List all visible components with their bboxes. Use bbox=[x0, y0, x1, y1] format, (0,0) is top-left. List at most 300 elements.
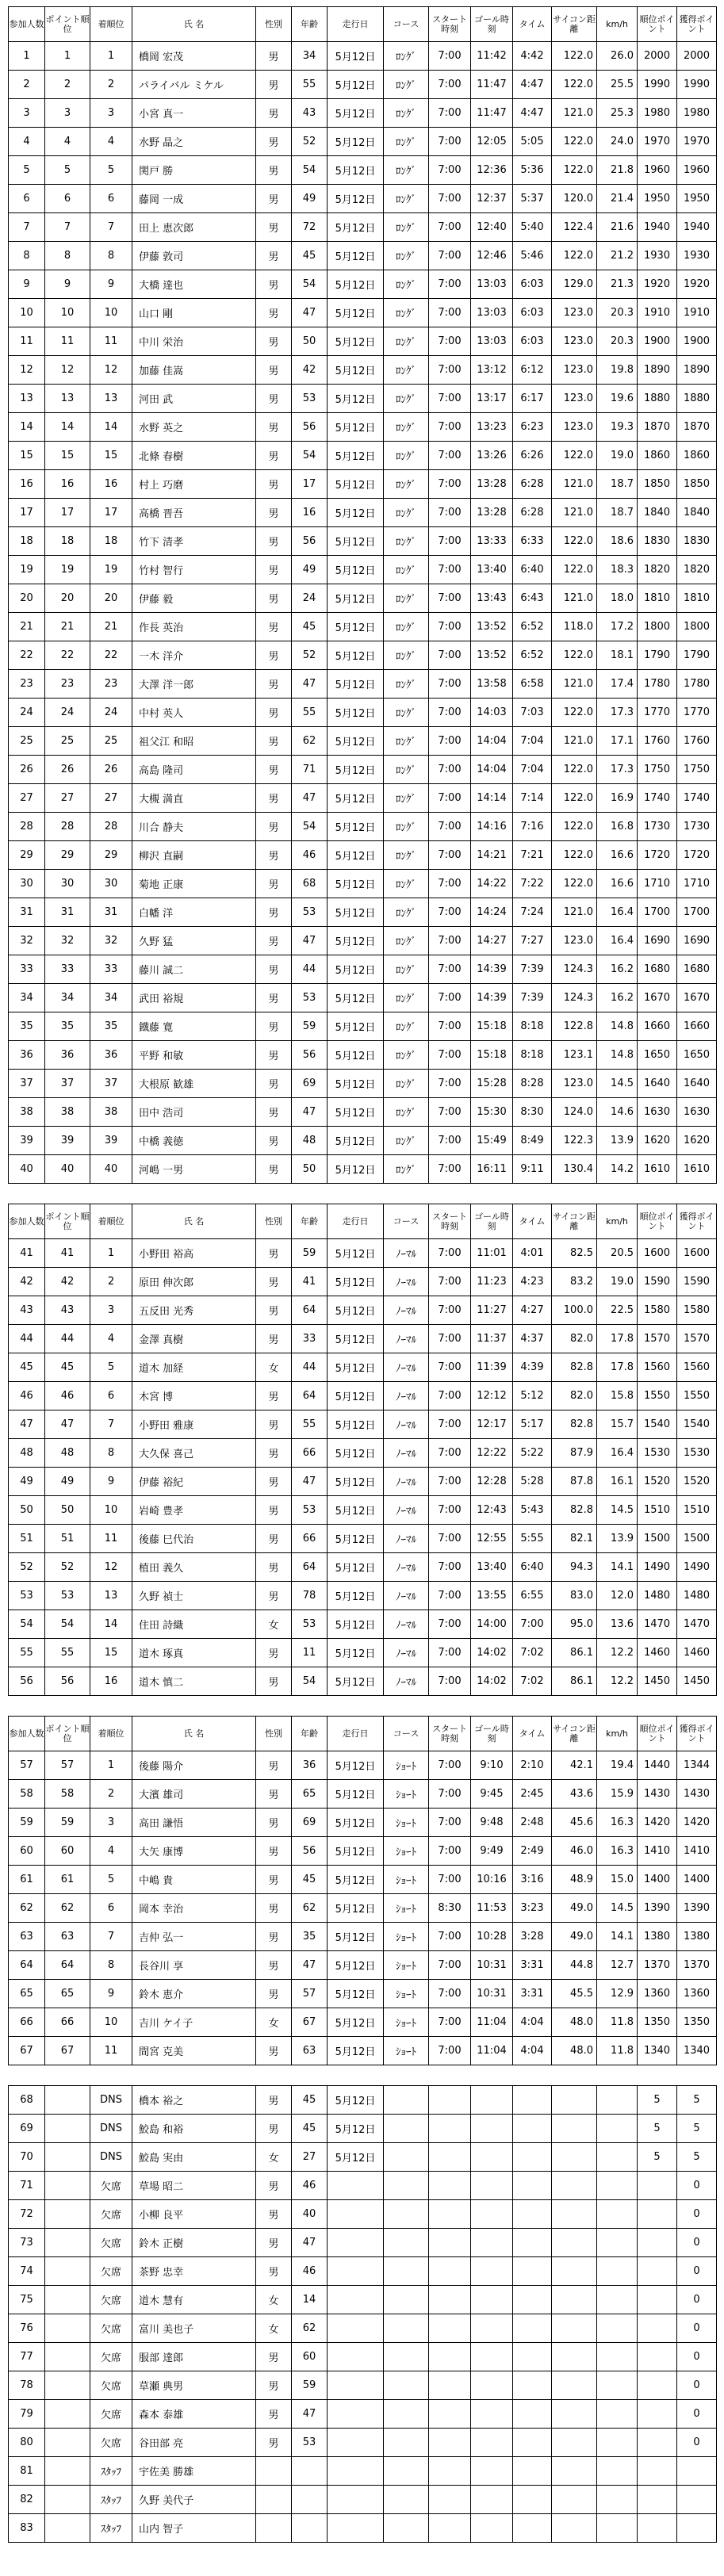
cell-elapsed-time: 2:45 bbox=[513, 1780, 552, 1809]
cell-finish-rank: 6 bbox=[90, 185, 132, 213]
cell-goal-time: 15:28 bbox=[471, 1070, 513, 1098]
cell-elapsed-time bbox=[513, 2486, 552, 2514]
header-gender: 性別 bbox=[256, 7, 292, 42]
cell-goal-time: 16:11 bbox=[471, 1155, 513, 1184]
cell-goal-time: 13:40 bbox=[471, 1553, 513, 1582]
cell-rank-points: 1950 bbox=[638, 185, 677, 213]
cell-point-rank: 63 bbox=[45, 1923, 90, 1951]
cell-cyclometer-distance: 82.0 bbox=[552, 1382, 597, 1410]
cell-age: 47 bbox=[292, 2400, 328, 2429]
table-row bbox=[9, 2314, 717, 2343]
table-row bbox=[9, 2371, 717, 2400]
cell-cyclometer-distance: 121.0 bbox=[552, 727, 597, 756]
cell-elapsed-time: 6:58 bbox=[513, 670, 552, 699]
cell-age: 55 bbox=[292, 71, 328, 99]
cell-finish-rank: 欠席 bbox=[90, 2229, 132, 2257]
cell-age: 44 bbox=[292, 955, 328, 984]
cell-rank-points: 1670 bbox=[638, 984, 677, 1012]
cell-speed-kmh: 16.2 bbox=[597, 955, 638, 984]
cell-cyclometer-distance: 83.0 bbox=[552, 1582, 597, 1610]
cell-earned-points bbox=[677, 2486, 717, 2514]
cell-goal-time: 9:45 bbox=[471, 1780, 513, 1809]
cell-speed-kmh: 17.2 bbox=[597, 613, 638, 641]
cell-name: 竹下 清孝 bbox=[132, 527, 256, 556]
cell-finish-rank: 欠席 bbox=[90, 2429, 132, 2457]
cell-cyclometer-distance: 82.8 bbox=[552, 1410, 597, 1439]
cell-participant-number: 71 bbox=[9, 2172, 45, 2200]
cell-finish-rank: 14 bbox=[90, 413, 132, 442]
cell-finish-rank: 26 bbox=[90, 756, 132, 784]
cell-cyclometer-distance bbox=[552, 2314, 597, 2343]
cell-ride-date: 5月12日 bbox=[328, 1127, 384, 1155]
cell-gender: 男 bbox=[256, 1582, 292, 1610]
cell-elapsed-time: 7:21 bbox=[513, 841, 552, 870]
cell-point-rank: 33 bbox=[45, 955, 90, 984]
cell-start-time bbox=[429, 2429, 471, 2457]
cell-start-time: 7:00 bbox=[429, 1866, 471, 1894]
header-cyclometer-distance: サイコン距離 bbox=[552, 7, 597, 42]
cell-speed-kmh: 16.6 bbox=[597, 870, 638, 898]
cell-speed-kmh: 14.8 bbox=[597, 1012, 638, 1041]
cell-ride-date bbox=[328, 2257, 384, 2286]
cell-rank-points: 1850 bbox=[638, 470, 677, 499]
cell-speed-kmh: 16.9 bbox=[597, 784, 638, 813]
cell-point-rank: 27 bbox=[45, 784, 90, 813]
cell-participant-number: 2 bbox=[9, 71, 45, 99]
cell-ride-date bbox=[328, 2457, 384, 2486]
cell-name: 大橋 達也 bbox=[132, 270, 256, 299]
cell-course: ﾉｰﾏﾙ bbox=[384, 1525, 429, 1553]
cell-gender: 男 bbox=[256, 213, 292, 242]
cell-point-rank: 7 bbox=[45, 213, 90, 242]
header-name: 氏 名 bbox=[132, 1717, 256, 1751]
cell-start-time: 7:00 bbox=[429, 1468, 471, 1496]
table-row bbox=[9, 2486, 717, 2514]
cell-ride-date: 5月12日 bbox=[328, 1866, 384, 1894]
cell-ride-date: 5月12日 bbox=[328, 1439, 384, 1468]
cell-start-time: 7:00 bbox=[429, 1439, 471, 1468]
cell-name: 橋岡 宏茂 bbox=[132, 42, 256, 71]
cell-course: ﾛﾝｸﾞ bbox=[384, 42, 429, 71]
cell-cyclometer-distance: 45.6 bbox=[552, 1809, 597, 1837]
table-row bbox=[9, 1780, 717, 1809]
cell-participant-number: 61 bbox=[9, 1866, 45, 1894]
cell-elapsed-time: 7:02 bbox=[513, 1667, 552, 1696]
cell-elapsed-time: 7:04 bbox=[513, 756, 552, 784]
cell-ride-date: 5月12日 bbox=[328, 556, 384, 584]
cell-earned-points: 1780 bbox=[677, 670, 717, 699]
header-row bbox=[9, 7, 717, 42]
cell-earned-points: 1530 bbox=[677, 1439, 717, 1468]
cell-earned-points: 1840 bbox=[677, 499, 717, 527]
cell-start-time bbox=[429, 2457, 471, 2486]
cell-participant-number: 9 bbox=[9, 270, 45, 299]
cell-participant-number: 10 bbox=[9, 299, 45, 327]
cell-name: 小宮 真一 bbox=[132, 99, 256, 128]
cell-course bbox=[384, 2400, 429, 2429]
table-row bbox=[9, 1325, 717, 1353]
cell-start-time: 7:00 bbox=[429, 699, 471, 727]
cell-speed-kmh: 15.9 bbox=[597, 1780, 638, 1809]
cell-participant-number: 41 bbox=[9, 1239, 45, 1268]
cell-earned-points: 1430 bbox=[677, 1780, 717, 1809]
cell-earned-points: 1580 bbox=[677, 1296, 717, 1325]
cell-gender: 男 bbox=[256, 784, 292, 813]
cell-gender: 男 bbox=[256, 1098, 292, 1127]
cell-point-rank: 1 bbox=[45, 42, 90, 71]
cell-elapsed-time bbox=[513, 2429, 552, 2457]
cell-ride-date bbox=[328, 2514, 384, 2543]
cell-finish-rank: 11 bbox=[90, 2037, 132, 2065]
cell-speed-kmh bbox=[597, 2486, 638, 2514]
cell-speed-kmh: 25.5 bbox=[597, 71, 638, 99]
cell-cyclometer-distance: 94.3 bbox=[552, 1553, 597, 1582]
cell-speed-kmh: 12.2 bbox=[597, 1639, 638, 1667]
cell-ride-date: 5月12日 bbox=[328, 2008, 384, 2037]
table-row bbox=[9, 1439, 717, 1468]
cell-name: 関戸 勝 bbox=[132, 156, 256, 185]
header-start-time: スタート時刻 bbox=[429, 1204, 471, 1239]
cell-name: 久野 禎士 bbox=[132, 1582, 256, 1610]
cell-ride-date: 5月12日 bbox=[328, 1012, 384, 1041]
cell-participant-number: 53 bbox=[9, 1582, 45, 1610]
cell-speed-kmh bbox=[597, 2200, 638, 2229]
cell-cyclometer-distance: 122.0 bbox=[552, 870, 597, 898]
cell-goal-time: 12:17 bbox=[471, 1410, 513, 1439]
cell-participant-number: 52 bbox=[9, 1553, 45, 1582]
cell-elapsed-time: 6:40 bbox=[513, 1553, 552, 1582]
cell-finish-rank: 22 bbox=[90, 641, 132, 670]
cell-goal-time: 14:14 bbox=[471, 784, 513, 813]
cell-gender: 女 bbox=[256, 2286, 292, 2314]
cell-rank-points: 1370 bbox=[638, 1951, 677, 1980]
cell-start-time: 7:00 bbox=[429, 1980, 471, 2008]
cell-finish-rank: DNS bbox=[90, 2086, 132, 2115]
cell-speed-kmh: 15.8 bbox=[597, 1382, 638, 1410]
cell-name: 竹村 智行 bbox=[132, 556, 256, 584]
cell-cyclometer-distance: 95.0 bbox=[552, 1610, 597, 1639]
cell-goal-time: 12:46 bbox=[471, 242, 513, 270]
table-row bbox=[9, 2343, 717, 2371]
cell-start-time: 7:00 bbox=[429, 927, 471, 955]
cell-ride-date bbox=[328, 2429, 384, 2457]
cell-earned-points: 1830 bbox=[677, 527, 717, 556]
cell-age: 59 bbox=[292, 2371, 328, 2400]
cell-ride-date: 5月12日 bbox=[328, 641, 384, 670]
table-row bbox=[9, 813, 717, 841]
cell-goal-time: 15:30 bbox=[471, 1098, 513, 1127]
cell-goal-time: 14:02 bbox=[471, 1667, 513, 1696]
cell-start-time: 7:00 bbox=[429, 1353, 471, 1382]
cell-goal-time: 14:04 bbox=[471, 727, 513, 756]
cell-name: 高田 謙悟 bbox=[132, 1809, 256, 1837]
cell-participant-number: 69 bbox=[9, 2115, 45, 2143]
cell-earned-points: 1680 bbox=[677, 955, 717, 984]
cell-ride-date bbox=[328, 2486, 384, 2514]
cell-earned-points: 1480 bbox=[677, 1582, 717, 1610]
cell-cyclometer-distance: 121.0 bbox=[552, 584, 597, 613]
cell-earned-points: 1450 bbox=[677, 1667, 717, 1696]
cell-course: ﾛﾝｸﾞ bbox=[384, 270, 429, 299]
cell-ride-date: 5月12日 bbox=[328, 299, 384, 327]
cell-name: 後藤 陽介 bbox=[132, 1751, 256, 1780]
cell-course: ｼｮｰﾄ bbox=[384, 1780, 429, 1809]
cell-name: 鐡藤 寛 bbox=[132, 1012, 256, 1041]
cell-gender: 男 bbox=[256, 670, 292, 699]
cell-point-rank bbox=[45, 2257, 90, 2286]
cell-start-time: 7:00 bbox=[429, 242, 471, 270]
cell-age: 66 bbox=[292, 1525, 328, 1553]
cell-participant-number: 26 bbox=[9, 756, 45, 784]
cell-course: ﾛﾝｸﾞ bbox=[384, 499, 429, 527]
cell-gender bbox=[256, 2457, 292, 2486]
table-row bbox=[9, 299, 717, 327]
cell-cyclometer-distance bbox=[552, 2514, 597, 2543]
cell-speed-kmh: 25.3 bbox=[597, 99, 638, 128]
cell-earned-points: 1810 bbox=[677, 584, 717, 613]
cell-gender: 女 bbox=[256, 2008, 292, 2037]
cell-elapsed-time: 5:05 bbox=[513, 128, 552, 156]
cell-finish-rank: ｽﾀｯﾌ bbox=[90, 2514, 132, 2543]
cell-start-time: 7:00 bbox=[429, 756, 471, 784]
cell-elapsed-time: 3:16 bbox=[513, 1866, 552, 1894]
cell-ride-date: 5月12日 bbox=[328, 784, 384, 813]
cell-rank-points: 1720 bbox=[638, 841, 677, 870]
cell-earned-points: 1570 bbox=[677, 1325, 717, 1353]
table-row bbox=[9, 442, 717, 470]
cell-start-time: 7:00 bbox=[429, 670, 471, 699]
cell-elapsed-time bbox=[513, 2314, 552, 2343]
cell-participant-number: 4 bbox=[9, 128, 45, 156]
cell-name: 小柳 良平 bbox=[132, 2200, 256, 2229]
cell-course: ﾉｰﾏﾙ bbox=[384, 1296, 429, 1325]
cell-earned-points: 1340 bbox=[677, 2037, 717, 2065]
cell-participant-number: 65 bbox=[9, 1980, 45, 2008]
cell-point-rank: 23 bbox=[45, 670, 90, 699]
cell-ride-date: 5月12日 bbox=[328, 1809, 384, 1837]
cell-gender: 男 bbox=[256, 699, 292, 727]
cell-earned-points bbox=[677, 2457, 717, 2486]
cell-speed-kmh: 16.4 bbox=[597, 927, 638, 955]
cell-earned-points: 1660 bbox=[677, 1012, 717, 1041]
cell-point-rank bbox=[45, 2086, 90, 2115]
cell-start-time: 7:00 bbox=[429, 1155, 471, 1184]
header-goal-time: ゴール時刻 bbox=[471, 1204, 513, 1239]
cell-gender: 男 bbox=[256, 42, 292, 71]
cell-goal-time: 13:03 bbox=[471, 299, 513, 327]
cell-earned-points: 5 bbox=[677, 2086, 717, 2115]
cell-speed-kmh: 21.6 bbox=[597, 213, 638, 242]
cell-point-rank: 28 bbox=[45, 813, 90, 841]
cell-goal-time bbox=[471, 2429, 513, 2457]
cell-ride-date: 5月12日 bbox=[328, 1894, 384, 1923]
cell-finish-rank: 27 bbox=[90, 784, 132, 813]
cell-ride-date: 5月12日 bbox=[328, 699, 384, 727]
cell-point-rank: 52 bbox=[45, 1553, 90, 1582]
cell-gender: 男 bbox=[256, 1553, 292, 1582]
cell-finish-rank: 9 bbox=[90, 1468, 132, 1496]
cell-cyclometer-distance: 82.8 bbox=[552, 1496, 597, 1525]
cell-speed-kmh: 19.0 bbox=[597, 1268, 638, 1296]
cell-cyclometer-distance: 48.0 bbox=[552, 2008, 597, 2037]
cell-goal-time: 14:04 bbox=[471, 756, 513, 784]
cell-rank-points: 1630 bbox=[638, 1098, 677, 1127]
cell-earned-points: 1700 bbox=[677, 898, 717, 927]
cell-gender: 男 bbox=[256, 128, 292, 156]
cell-course: ﾛﾝｸﾞ bbox=[384, 327, 429, 356]
cell-age: 45 bbox=[292, 2086, 328, 2115]
cell-gender: 男 bbox=[256, 756, 292, 784]
cell-speed-kmh: 17.1 bbox=[597, 727, 638, 756]
cell-participant-number: 29 bbox=[9, 841, 45, 870]
cell-name: 大濱 雄司 bbox=[132, 1780, 256, 1809]
cell-elapsed-time bbox=[513, 2172, 552, 2200]
cell-rank-points bbox=[638, 2429, 677, 2457]
cell-ride-date: 5月12日 bbox=[328, 1553, 384, 1582]
cell-earned-points: 1860 bbox=[677, 442, 717, 470]
cell-point-rank: 50 bbox=[45, 1496, 90, 1525]
cell-goal-time: 14:00 bbox=[471, 1610, 513, 1639]
cell-rank-points: 1640 bbox=[638, 1070, 677, 1098]
cell-ride-date bbox=[328, 2200, 384, 2229]
cell-speed-kmh bbox=[597, 2429, 638, 2457]
cell-elapsed-time: 6:03 bbox=[513, 299, 552, 327]
cell-cyclometer-distance: 121.0 bbox=[552, 670, 597, 699]
table-row bbox=[9, 1496, 717, 1525]
cell-finish-rank: 欠席 bbox=[90, 2257, 132, 2286]
cell-speed-kmh: 17.8 bbox=[597, 1353, 638, 1382]
cell-cyclometer-distance bbox=[552, 2486, 597, 2514]
cell-cyclometer-distance bbox=[552, 2257, 597, 2286]
cell-age: 65 bbox=[292, 1780, 328, 1809]
cell-cyclometer-distance bbox=[552, 2457, 597, 2486]
cell-goal-time: 13:55 bbox=[471, 1582, 513, 1610]
cell-start-time: 7:00 bbox=[429, 413, 471, 442]
header-speed-kmh: km/h bbox=[597, 1204, 638, 1239]
cell-finish-rank: 31 bbox=[90, 898, 132, 927]
cell-age: 44 bbox=[292, 1353, 328, 1382]
cell-start-time: 7:00 bbox=[429, 955, 471, 984]
header-rank-points: 順位ポイント bbox=[638, 7, 677, 42]
cell-point-rank: 3 bbox=[45, 99, 90, 128]
cell-finish-rank: 12 bbox=[90, 356, 132, 385]
cell-elapsed-time: 4:37 bbox=[513, 1325, 552, 1353]
cell-finish-rank: ｽﾀｯﾌ bbox=[90, 2457, 132, 2486]
cell-point-rank: 48 bbox=[45, 1439, 90, 1468]
results-body bbox=[9, 7, 717, 2543]
cell-gender: 男 bbox=[256, 2371, 292, 2400]
cell-goal-time: 12:55 bbox=[471, 1525, 513, 1553]
cell-course bbox=[384, 2286, 429, 2314]
table-row bbox=[9, 1894, 717, 1923]
cell-gender: 男 bbox=[256, 99, 292, 128]
cell-gender: 男 bbox=[256, 2086, 292, 2115]
cell-point-rank bbox=[45, 2314, 90, 2343]
cell-finish-rank: 24 bbox=[90, 699, 132, 727]
cell-cyclometer-distance: 49.0 bbox=[552, 1923, 597, 1951]
table-row bbox=[9, 727, 717, 756]
cell-rank-points: 1390 bbox=[638, 1894, 677, 1923]
cell-gender: 男 bbox=[256, 470, 292, 499]
cell-age: 49 bbox=[292, 556, 328, 584]
cell-speed-kmh bbox=[597, 2457, 638, 2486]
cell-speed-kmh bbox=[597, 2343, 638, 2371]
cell-age: 53 bbox=[292, 898, 328, 927]
cell-elapsed-time bbox=[513, 2115, 552, 2143]
cell-rank-points: 1970 bbox=[638, 128, 677, 156]
cell-finish-rank: 15 bbox=[90, 442, 132, 470]
cell-rank-points: 1480 bbox=[638, 1582, 677, 1610]
header-speed-kmh: km/h bbox=[597, 1717, 638, 1751]
cell-point-rank: 43 bbox=[45, 1296, 90, 1325]
cell-rank-points: 1590 bbox=[638, 1268, 677, 1296]
cell-gender: 男 bbox=[256, 1980, 292, 2008]
cell-participant-number: 23 bbox=[9, 670, 45, 699]
cell-age: 62 bbox=[292, 2314, 328, 2343]
cell-course: ﾛﾝｸﾞ bbox=[384, 870, 429, 898]
table-row bbox=[9, 1639, 717, 1667]
cell-goal-time: 13:03 bbox=[471, 270, 513, 299]
table-row bbox=[9, 499, 717, 527]
cell-gender: 男 bbox=[256, 898, 292, 927]
header-elapsed-time: タイム bbox=[513, 1717, 552, 1751]
table-row bbox=[9, 2008, 717, 2037]
cell-age: 54 bbox=[292, 1667, 328, 1696]
cell-start-time: 7:00 bbox=[429, 470, 471, 499]
table-row bbox=[9, 2172, 717, 2200]
header-gender: 性別 bbox=[256, 1204, 292, 1239]
cell-goal-time: 10:16 bbox=[471, 1866, 513, 1894]
cell-rank-points: 1930 bbox=[638, 242, 677, 270]
cell-point-rank: 31 bbox=[45, 898, 90, 927]
cell-ride-date: 5月12日 bbox=[328, 2037, 384, 2065]
cell-course: ﾉｰﾏﾙ bbox=[384, 1496, 429, 1525]
cell-speed-kmh: 16.2 bbox=[597, 984, 638, 1012]
cell-earned-points: 1750 bbox=[677, 756, 717, 784]
cell-rank-points: 1360 bbox=[638, 1980, 677, 2008]
cell-finish-rank: 6 bbox=[90, 1382, 132, 1410]
cell-gender: 男 bbox=[256, 613, 292, 641]
cell-goal-time: 11:23 bbox=[471, 1268, 513, 1296]
cell-name: 道木 加経 bbox=[132, 1353, 256, 1382]
cell-goal-time: 14:22 bbox=[471, 870, 513, 898]
header-ride-date: 走行日 bbox=[328, 1717, 384, 1751]
cell-start-time: 7:00 bbox=[429, 898, 471, 927]
cell-gender: 男 bbox=[256, 841, 292, 870]
cell-cyclometer-distance: 82.8 bbox=[552, 1353, 597, 1382]
cell-elapsed-time: 5:28 bbox=[513, 1468, 552, 1496]
cell-speed-kmh: 12.7 bbox=[597, 1951, 638, 1980]
cell-name: 岩崎 豊孝 bbox=[132, 1496, 256, 1525]
cell-name: 後藤 巳代治 bbox=[132, 1525, 256, 1553]
cell-rank-points: 1860 bbox=[638, 442, 677, 470]
cell-name: 草場 昭二 bbox=[132, 2172, 256, 2200]
cell-participant-number: 83 bbox=[9, 2514, 45, 2543]
cell-point-rank bbox=[45, 2514, 90, 2543]
cell-earned-points: 1950 bbox=[677, 185, 717, 213]
cell-gender: 男 bbox=[256, 2115, 292, 2143]
header-age: 年齢 bbox=[292, 1717, 328, 1751]
cell-participant-number: 56 bbox=[9, 1667, 45, 1696]
cell-gender: 男 bbox=[256, 2400, 292, 2429]
cell-speed-kmh: 21.2 bbox=[597, 242, 638, 270]
cell-start-time: 7:00 bbox=[429, 1837, 471, 1866]
cell-start-time: 7:00 bbox=[429, 527, 471, 556]
cell-start-time: 7:00 bbox=[429, 1525, 471, 1553]
cell-elapsed-time bbox=[513, 2143, 552, 2172]
cell-point-rank: 64 bbox=[45, 1951, 90, 1980]
cell-earned-points: 1990 bbox=[677, 71, 717, 99]
